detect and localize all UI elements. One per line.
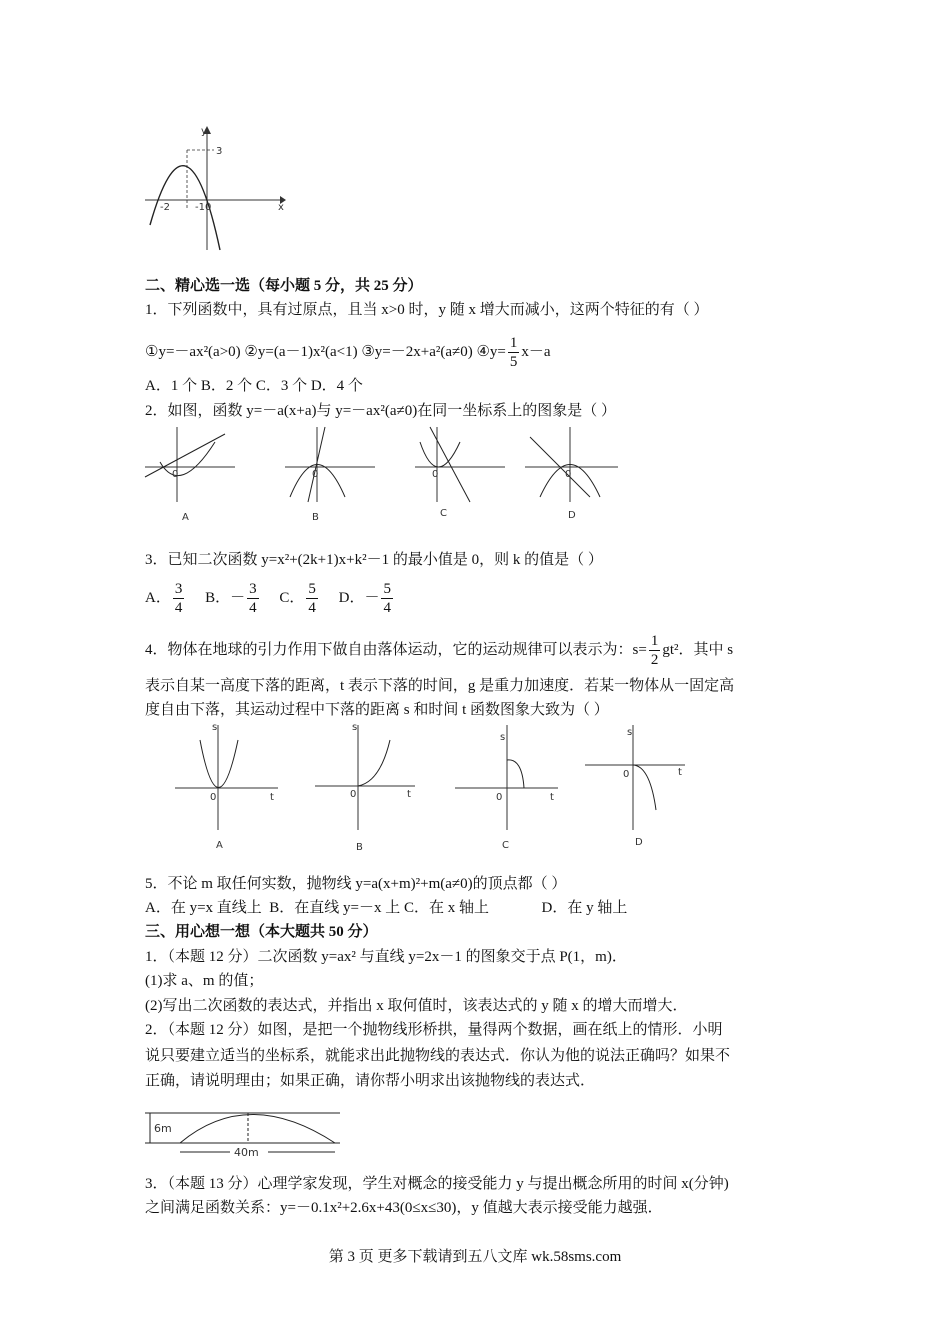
top-parabola-figure (140, 120, 290, 255)
q5-stem: 5．不论 m 取任何实数，抛物线 y=a(x+m)²+m(a≠0)的顶点都（ ） (145, 876, 567, 892)
q1-fraction (508, 334, 520, 371)
q3-d-frac (381, 580, 393, 617)
q3-c: C． (279, 590, 305, 606)
q1-frac-num: 1 (509, 335, 518, 352)
p1-line2: (1)求 a、m 的值； (145, 973, 264, 989)
q4-graph-a (170, 720, 285, 855)
bridge-height: 6m (154, 1122, 172, 1135)
q4d-origin: 0 (623, 769, 630, 780)
q2c-origin: 0 (432, 469, 439, 480)
q3-c-den: 4 (308, 600, 316, 617)
q1-frac-den: 5 (509, 354, 518, 371)
q1-options-b: x－a (521, 344, 551, 360)
q2-label-c: C (440, 508, 447, 519)
q4-line3: 度自由下落，其运动过程中下落的距离 s 和时间 t 函数图象大致为（ ） (145, 702, 609, 718)
q2-graph-b (280, 422, 380, 522)
tick-3: 3 (216, 146, 223, 157)
section-2-heading: 二、精心选一选（每小题 5 分，共 25 分） (145, 278, 423, 294)
q3-b-num: 3 (249, 581, 257, 598)
x-axis-label: x (278, 202, 284, 213)
q4d-s: s (627, 727, 633, 738)
q3-a-den: 4 (174, 600, 183, 617)
q2-stem: 2．如图，函数 y=－a(x+a)与 y=－ax²(a≠0)在同一坐标系上的图象是（ ） (145, 403, 616, 419)
q3-b-frac (247, 580, 259, 617)
q3-d: D．－ (338, 590, 380, 606)
q3-d-num: 5 (383, 581, 391, 598)
q4c-s: s (500, 732, 506, 743)
tick-neg2: -2 (160, 202, 170, 213)
q2-label-d: D (568, 510, 576, 521)
tick-neg1-0: -10 (195, 202, 212, 213)
q1-options-a: ①y=－ax²(a>0) ②y=(a－1)x²(a<1) ③y=－2x+a²(a≠0) ④y= (145, 344, 506, 360)
q4c-origin: 0 (496, 792, 503, 803)
p1-line1: 1．（本题 12 分）二次函数 y=ax² 与直线 y=2x－1 的图象交于点 P(1，m)． (145, 949, 627, 965)
q4-line2: 表示自某一高度下落的距离，t 表示下落的时间，g 是重力加速度．若某一物体从一固定高 (145, 678, 735, 694)
q3-a-frac (173, 580, 185, 617)
q4d-t: t (678, 767, 682, 778)
bridge-span: 40m (234, 1146, 259, 1159)
q2-graph-d (520, 422, 620, 522)
q4-graph-c (450, 720, 565, 855)
p1-line3: (2)写出二次函数的表达式，并指出 x 取何值时，该表达式的 y 随 x 的增大而增大． (145, 998, 688, 1014)
p3-line2: 之间满足函数关系：y=－0.1x²+2.6x+43(0≤x≤30)，y 值越大表示接受能力越强． (145, 1200, 663, 1216)
q2b-origin: 0 (312, 469, 319, 480)
q4c-t: t (550, 792, 554, 803)
q4b-t: t (407, 789, 411, 800)
q3-a: A． (145, 590, 171, 606)
q4-label-a: A (216, 840, 223, 851)
q3-d-den: 4 (383, 600, 391, 617)
bridge-arch-figure (140, 1108, 350, 1163)
q3-c-num: 5 (308, 581, 316, 598)
section-3-heading: 三、用心想一想（本大题共 50 分） (145, 924, 378, 940)
p3-line1: 3．（本题 13 分）心理学家发现，学生对概念的接受能力 y 与提出概念所用的时间 x(分钟) (145, 1176, 729, 1192)
q1-options (145, 332, 551, 372)
q4-half-num: 1 (650, 633, 659, 650)
q4-half (649, 632, 661, 669)
q4-half-den: 2 (650, 652, 659, 669)
p2-line3: 正确，请说明理由；如果正确，请你帮小明求出该抛物线的表达式． (145, 1073, 596, 1089)
q2-label-b: B (312, 512, 319, 522)
q4-line1 (145, 630, 733, 670)
q4-label-b: B (356, 842, 363, 853)
q2a-origin: 0 (172, 469, 179, 480)
p2-line1: 2．（本题 12 分）如图，是把一个抛物线形桥拱，量得两个数据，画在纸上的情形．小明 (145, 1022, 723, 1038)
q4-line1-b: gt²．其中 s (662, 642, 734, 658)
q3-a-num: 3 (174, 581, 183, 598)
q2-graph-a (140, 422, 240, 522)
q3-c-frac (306, 580, 318, 617)
q1-stem: 1．下列函数中，具有过原点，且当 x>0 时，y 随 x 增大而减小，这两个特征的有（ ） (145, 302, 709, 318)
q2-graph-c (410, 422, 510, 522)
q3-choices (145, 578, 395, 618)
q3-b-den: 4 (249, 600, 257, 617)
q2d-origin: 0 (565, 469, 572, 480)
q4-label-c: C (502, 840, 509, 851)
q3-b: B．－ (205, 590, 246, 606)
q4b-s: s (352, 722, 358, 733)
q2-label-a: A (182, 512, 189, 522)
q3-stem: 3．已知二次函数 y=x²+(2k+1)x+k²－1 的最小值是 0，则 k 的值是（ ） (145, 552, 603, 568)
p2-line2: 说只要建立适当的坐标系，就能求出此抛物线的表达式．你认为他的说法正确吗？如果不 (145, 1048, 731, 1064)
page-footer: 第 3 页 更多下载请到五八文库 wk.58sms.com (328, 1249, 622, 1265)
q1-choices: A．1 个 B．2 个 C．3 个 D．4 个 (145, 378, 363, 394)
q5-choices: A．在 y=x 直线上 B．在直线 y=－x 上 C．在 x 轴上 D．在 y 轴上 (145, 900, 628, 916)
y-axis-label: y (201, 126, 207, 137)
q4-graph-d (580, 720, 695, 855)
q4-graph-b (310, 720, 420, 855)
q4b-origin: 0 (350, 789, 357, 800)
q4a-s: s (212, 722, 218, 733)
q4-label-d: D (635, 837, 643, 848)
q4a-t: t (270, 792, 274, 803)
q4a-origin: 0 (210, 792, 217, 803)
q4-line1-a: 4．物体在地球的引力作用下做自由落体运动，它的运动规律可以表示为：s= (145, 642, 647, 658)
